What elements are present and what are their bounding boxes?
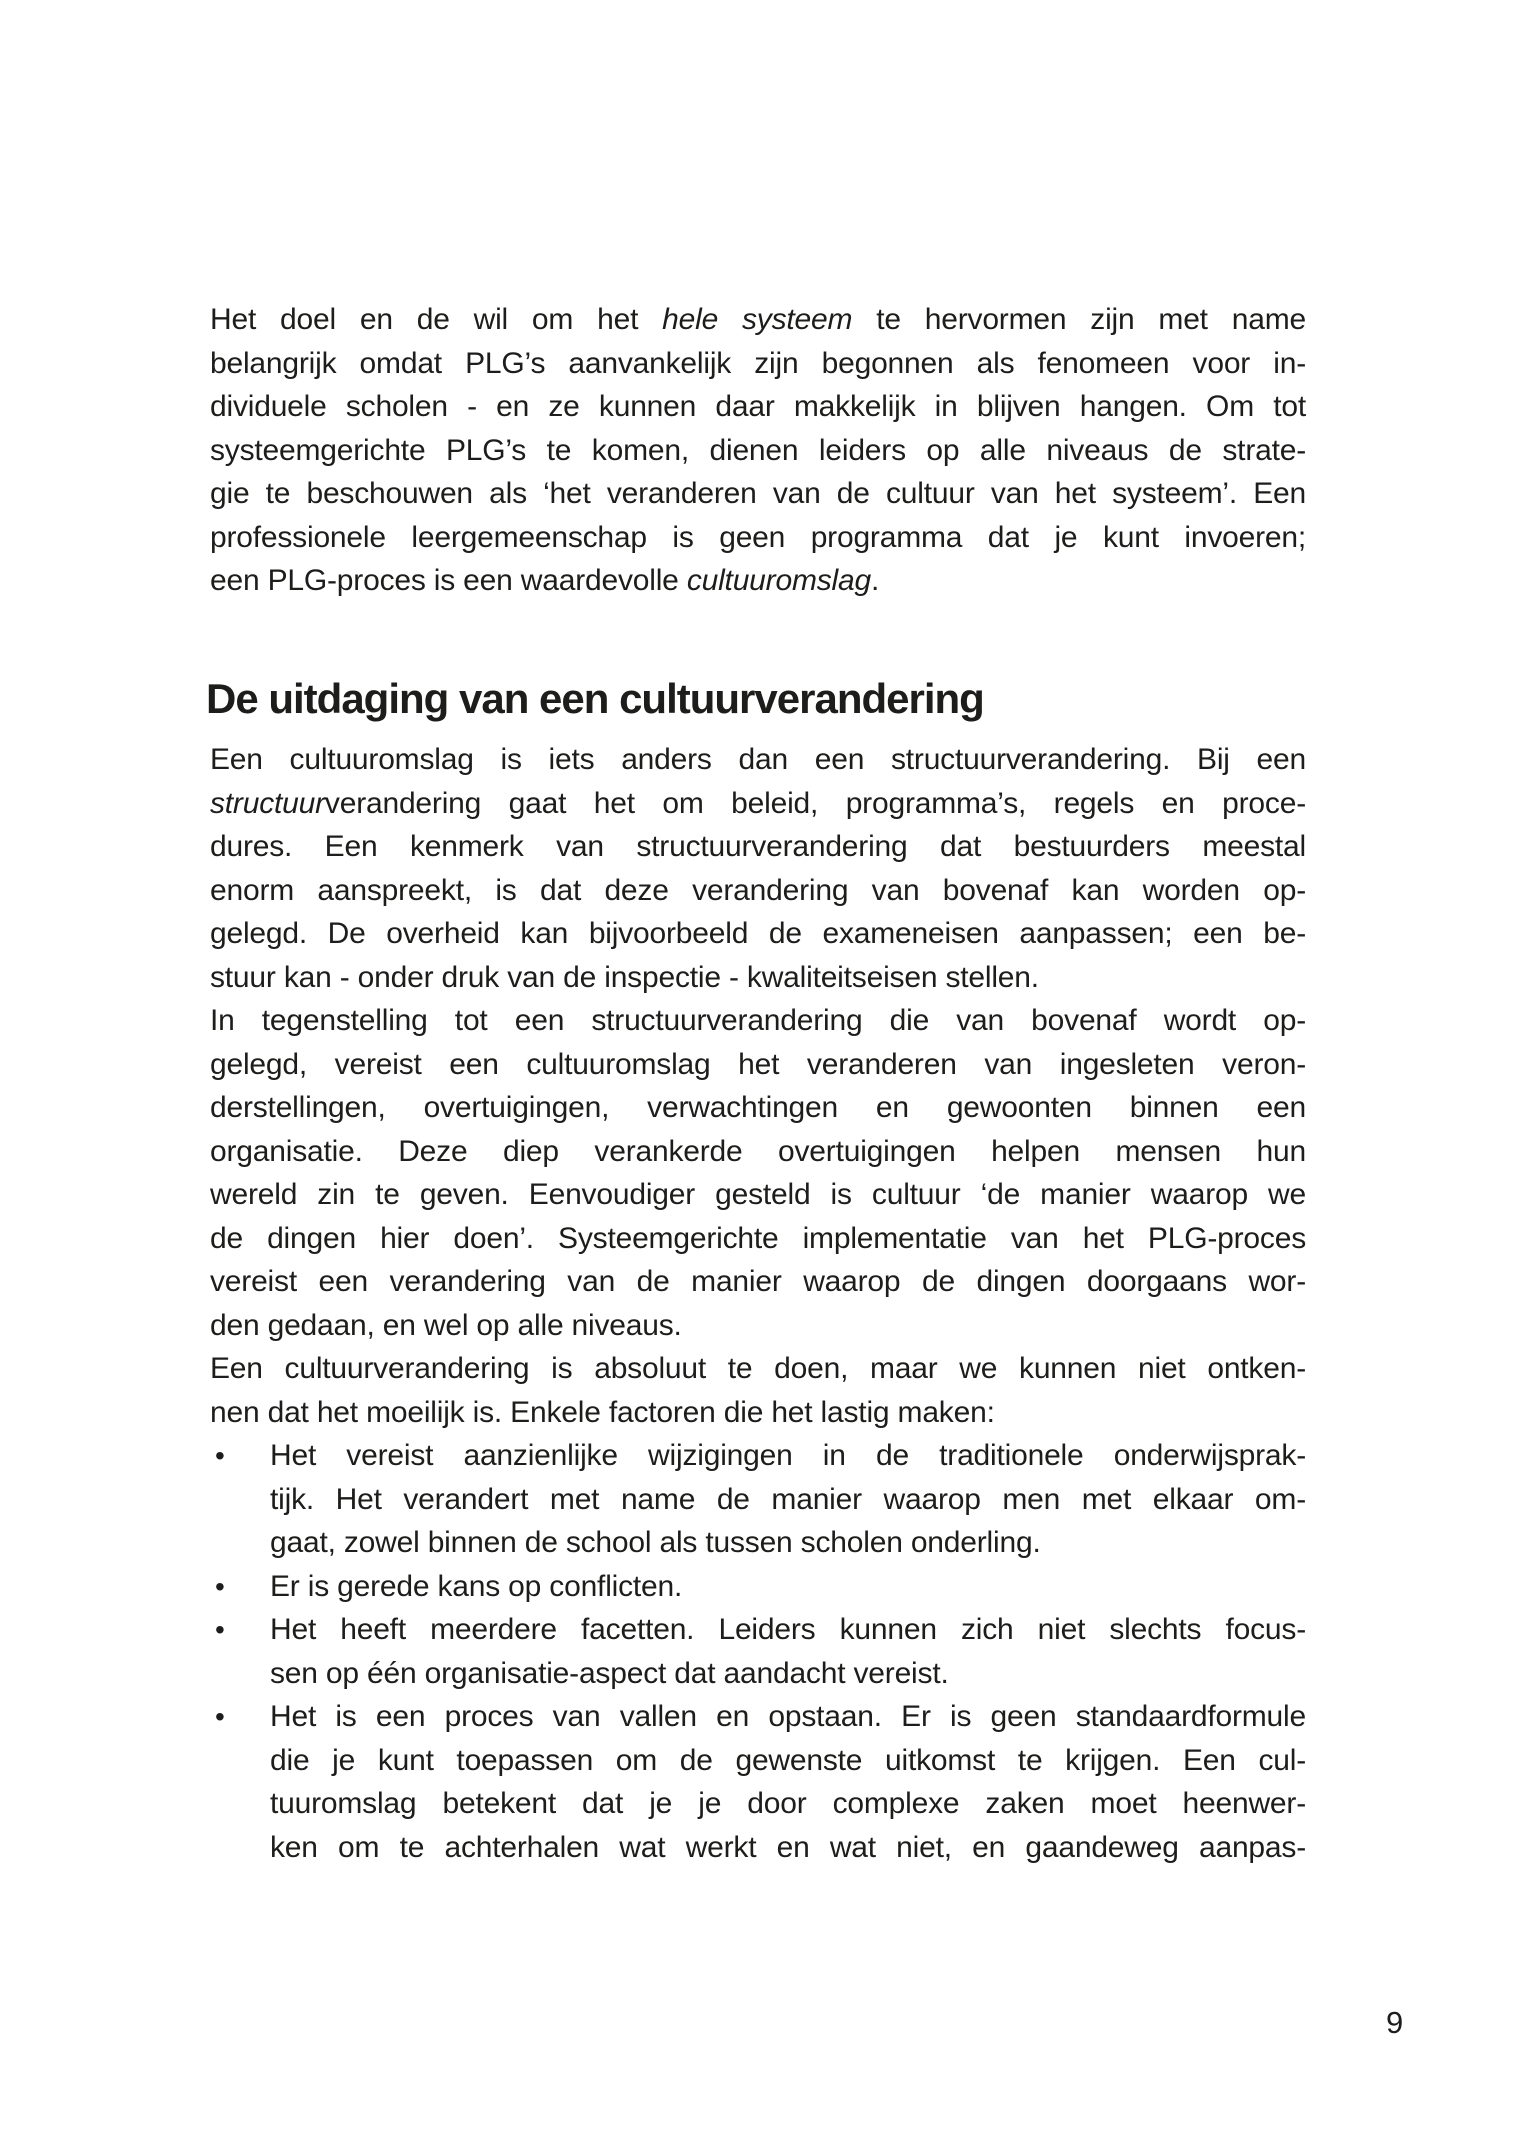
text-line: [210, 956, 1306, 1000]
section-heading: De uitdaging van een cultuurverandering: [206, 675, 984, 723]
text-line: [210, 1434, 1306, 1478]
emphasized-text: structuur: [210, 786, 325, 820]
body-text: belangrijk omdat PLG’s aanvankelijk zijn begonnen als fenomeen voor in-: [210, 346, 1306, 380]
body-text: dures. Een kenmerk van structuurverandering dat bestuurders meestal: [210, 830, 1306, 863]
text-line: [210, 912, 1306, 956]
text-line: [210, 1652, 1306, 1696]
text-line: [210, 1695, 1306, 1739]
bullet-marker-icon: •: [215, 1701, 225, 1732]
text-line: [210, 1347, 1306, 1391]
emphasized-text: hele systeem: [662, 303, 853, 336]
body-text: den gedaan, en wel op alle niveaus.: [210, 1308, 682, 1342]
text-line: [210, 1086, 1306, 1130]
body-text: ken om te achterhalen wat werkt en wat niet, en gaandeweg aanpas-: [270, 1830, 1306, 1864]
text-line: [210, 1043, 1306, 1087]
body-text: gelegd. De overheid kan bijvoorbeeld de exameneisen aanpassen; een be-: [210, 917, 1306, 950]
text-line: [210, 1217, 1306, 1261]
bullet-marker-icon: •: [215, 1440, 225, 1471]
text-line: [210, 1478, 1306, 1522]
text-line: [210, 1565, 1306, 1609]
text-line: [210, 1130, 1306, 1174]
text-line: [210, 1260, 1306, 1304]
text-line: [210, 1826, 1306, 1870]
body-text: Er is gerede kans op conflicten.: [270, 1569, 683, 1603]
body-text: vereist een verandering van de manier waarop de dingen doorgaans wor-: [210, 1265, 1306, 1298]
text-line: [210, 869, 1306, 913]
body-text: Het heeft meerdere facetten. Leiders kunnen zich niet slechts focus-: [270, 1613, 1306, 1646]
body-text: Het vereist aanzienlijke wijzigingen in de traditionele onderwijsprak-: [270, 1439, 1306, 1472]
body-text: gie te beschouwen als ‘het veranderen van de cultuur van het systeem’. Een: [210, 477, 1306, 510]
body-text: een PLG-proces is een waardevolle: [210, 564, 687, 597]
page-number: 9: [1386, 2005, 1404, 2040]
body-text: .: [870, 564, 880, 597]
body-text: sen op één organisatie-aspect dat aandacht vereist.: [270, 1656, 949, 1690]
body-text: professionele leergemeenschap is geen programma dat je kunt invoeren;: [210, 520, 1306, 554]
body-text: gaat, zowel binnen de school als tussen scholen onderling.: [270, 1526, 1041, 1559]
bullet-marker-icon: •: [215, 1570, 225, 1602]
body-text: Het doel en de wil om het: [210, 303, 663, 336]
body-text: Een cultuuromslag is iets anders dan een structuurverandering. Bij een: [210, 743, 1306, 776]
body-text: wereld zin te geven. Eenvoudiger gesteld is cultuur ‘de manier waarop we: [210, 1178, 1306, 1211]
text-line: [210, 1173, 1306, 1217]
body-text: die je kunt toepassen om de gewenste uitkomst te krijgen. Een cul-: [270, 1743, 1306, 1777]
main-paragraph: [210, 738, 1306, 1869]
text-line: [210, 342, 1306, 386]
body-text: de dingen hier doen’. Systeemgerichte implementatie van het PLG-proces: [210, 1221, 1306, 1255]
text-line: [210, 559, 1306, 603]
body-text: tijk. Het verandert met name de manier waarop men met elkaar om-: [270, 1482, 1306, 1516]
text-line: [210, 516, 1306, 560]
body-text: dividuele scholen - en ze kunnen daar makkelijk in blijven hangen. Om tot: [210, 390, 1306, 423]
body-text: Een cultuurverandering is absoluut te doen, maar we kunnen niet ontken-: [210, 1352, 1306, 1385]
text-line: [210, 738, 1306, 782]
body-text: organisatie. Deze diep verankerde overtuigingen helpen mensen hun: [210, 1134, 1306, 1168]
body-text: systeemgerichte PLG’s te komen, dienen leiders op alle niveaus de strate-: [210, 433, 1306, 467]
bullet-marker-icon: •: [215, 1614, 225, 1645]
text-line: [210, 1521, 1306, 1565]
text-line: [210, 1608, 1306, 1652]
text-line: [210, 429, 1306, 473]
text-line: [210, 472, 1306, 516]
text-line: [210, 298, 1306, 342]
body-text: tuuromslag betekent dat je je door complexe zaken moet heenwer-: [270, 1787, 1306, 1820]
text-line: [210, 1739, 1306, 1783]
body-text: enorm aanspreekt, is dat deze verandering van bovenaf kan worden op-: [210, 873, 1306, 907]
intro-paragraph: [210, 298, 1306, 603]
text-line: [210, 1304, 1306, 1348]
body-text: In tegenstelling tot een structuurverandering die van bovenaf wordt op-: [210, 1004, 1306, 1037]
body-text: stuur kan - onder druk van de inspectie - kwaliteitseisen stellen.: [210, 960, 1039, 994]
text-line: [210, 782, 1306, 826]
body-text: gelegd, vereist een cultuuromslag het veranderen van ingesleten veron-: [210, 1047, 1306, 1081]
text-line: [210, 999, 1306, 1043]
body-text: derstellingen, overtuigingen, verwachtingen en gewoonten binnen een: [210, 1091, 1306, 1124]
body-text: Het is een proces van vallen en opstaan. Er is geen standaardformule: [270, 1700, 1306, 1733]
body-text: verandering gaat het om beleid, programma’s, regels en proce-: [324, 786, 1306, 820]
emphasized-text: cultuuromslag: [686, 564, 871, 597]
text-line: [210, 385, 1306, 429]
body-text: nen dat het moeilijk is. Enkele factoren die het lastig maken:: [210, 1395, 995, 1429]
text-line: [210, 825, 1306, 869]
text-line: [210, 1391, 1306, 1435]
text-line: [210, 1782, 1306, 1826]
body-text: te hervormen zijn met name: [852, 303, 1306, 336]
